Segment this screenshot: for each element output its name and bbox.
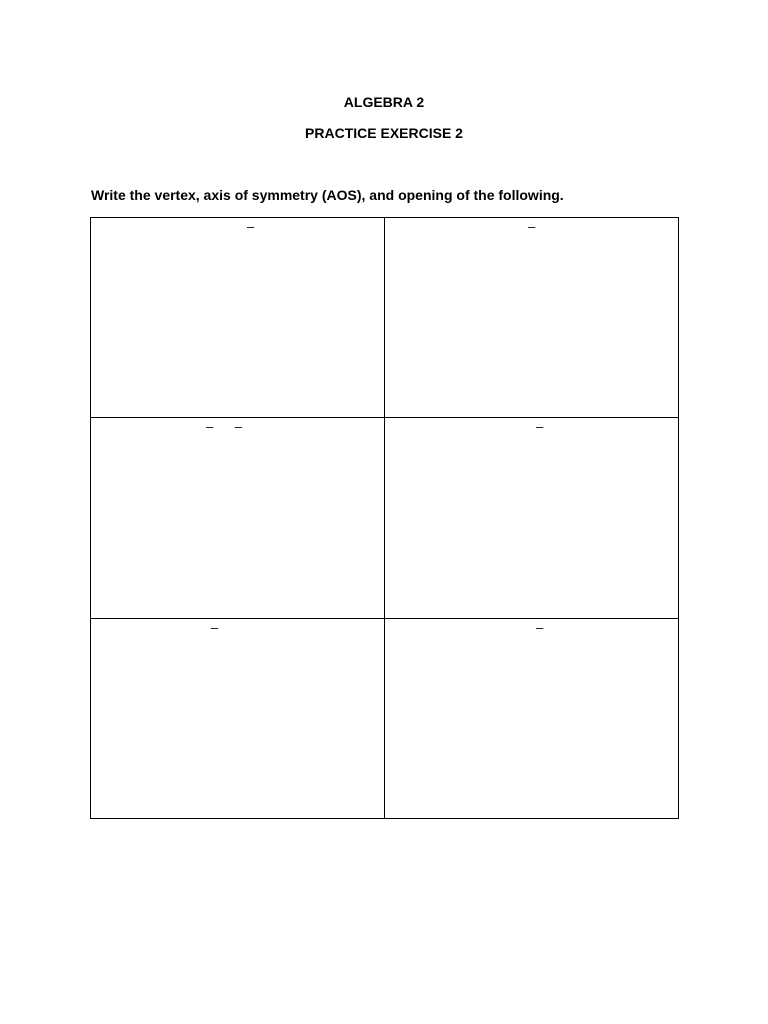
problem-cell-6 <box>385 618 679 818</box>
problem-2-mark: – <box>528 219 536 234</box>
problem-cell-5 <box>91 618 385 818</box>
problem-grid <box>90 217 679 819</box>
problem-cell-2 <box>385 218 679 418</box>
problem-4-mark: – <box>536 419 544 435</box>
problem-row <box>91 218 679 418</box>
problem-5-mark: – <box>211 619 219 635</box>
problem-cell-4 <box>385 418 679 618</box>
problem-row <box>91 418 679 618</box>
problem-row <box>91 618 679 818</box>
problem-3-mark: – – <box>206 419 243 435</box>
problem-cell-3 <box>91 418 385 618</box>
problem-cell-1 <box>91 218 385 418</box>
problem-1-mark: – <box>247 219 255 234</box>
instructions: Write the vertex, axis of symmetry (AOS), and opening of the following. <box>91 187 564 203</box>
document-title: ALGEBRA 2 <box>343 94 425 110</box>
problem-6-mark: – <box>536 619 544 635</box>
document-subtitle: PRACTICE EXERCISE 2 <box>305 125 463 141</box>
